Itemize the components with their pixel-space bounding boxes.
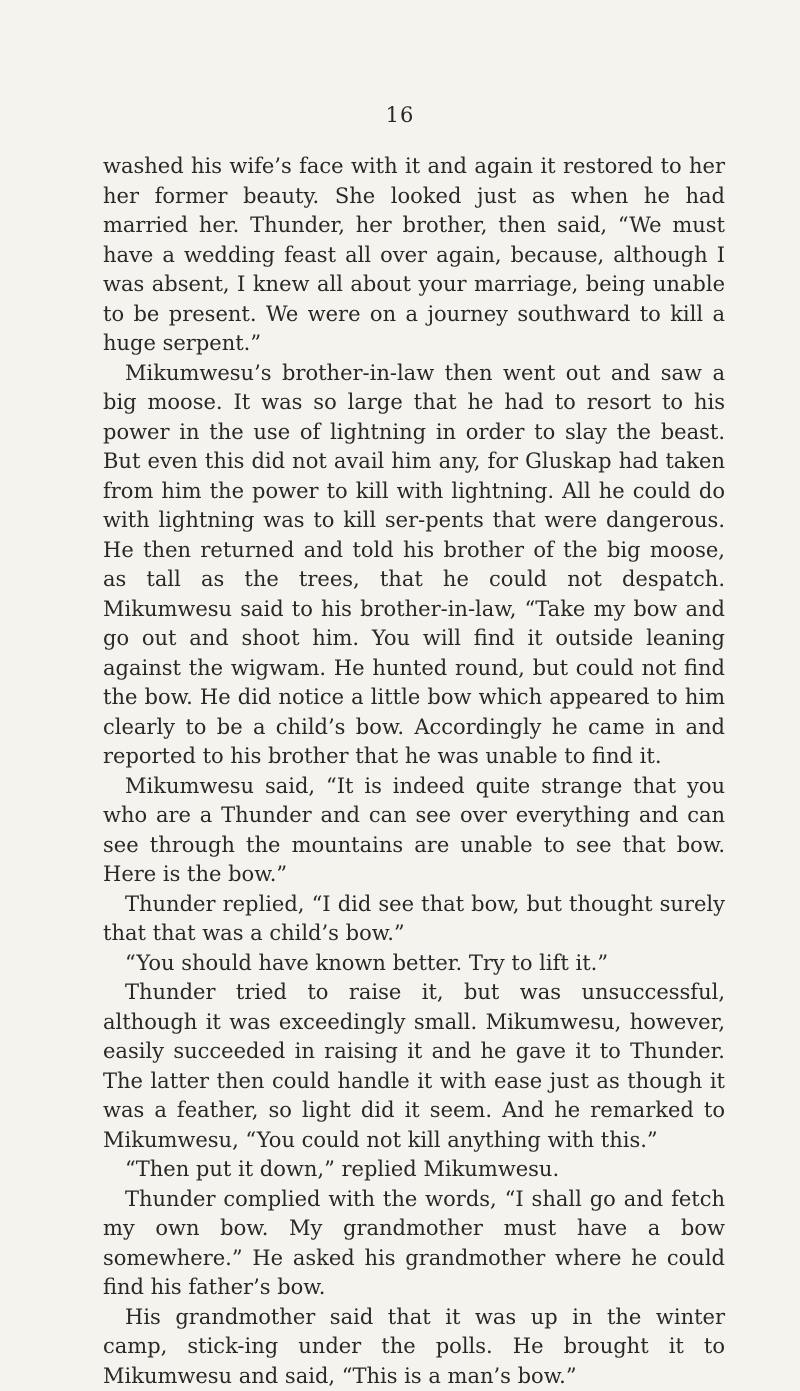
paragraph: Mikumwesu said, “It is indeed quite strange that you who are a Thunder and can see over everything and can see through the mountains are unable to see that bow. Here is the bow.” bbox=[103, 772, 725, 890]
paragraph: Thunder tried to raise it, but was unsuccessful, although it was exceedingly small. Mikumwesu, however, easily succeeded in raising it and he gave it to Thunder. The latter then could handle it with ease just as though it was a feather, so light did it seem. And he remarked to Mikumwesu, “You could not kill anything with this.” bbox=[103, 978, 725, 1155]
paragraph: “You should have known better. Try to lift it.” bbox=[103, 949, 725, 979]
paragraph: Thunder replied, “I did see that bow, but thought surely that that was a child’s bow.” bbox=[103, 890, 725, 949]
paragraph: His grandmother said that it was up in the winter camp, stick-ing under the polls. He brought it to Mikumwesu and said, “This is a man’s bow.” bbox=[103, 1303, 725, 1391]
paragraph: Mikumwesu’s brother-in-law then went out and saw a big moose. It was so large that he had to resort to his power in the use of lightning in order to slay the beast. But even this did not avail him any, for Gluskap had taken from him the power to kill with lightning. All he could do with lightning was to kill ser-pents that were dangerous. He then returned and told his brother of the big moose, as tall as the trees, that he could not despatch. Mikumwesu said to his brother-in-law, “Take my bow and go out and shoot him. You will find it outside leaning against the wigwam. He hunted round, but could not find the bow. He did notice a little bow which appeared to him clearly to be a child’s bow. Accordingly he came in and reported to his brother that he was unable to find it. bbox=[103, 359, 725, 772]
paragraph: washed his wife’s face with it and again it restored to her her former beauty. She looked just as when he had married her. Thunder, her brother, then said, “We must have a wedding feast all over again, because, although I was absent, I knew all about your marriage, being unable to be present. We were on a journey southward to kill a huge serpent.” bbox=[103, 152, 725, 359]
body-text bbox=[103, 152, 725, 1391]
paragraph: Thunder complied with the words, “I shall go and fetch my own bow. My grandmother must have a bow somewhere.” He asked his grandmother where he could find his father’s bow. bbox=[103, 1185, 725, 1303]
page-number: 16 bbox=[0, 103, 800, 127]
paragraph: “Then put it down,” replied Mikumwesu. bbox=[103, 1155, 725, 1185]
